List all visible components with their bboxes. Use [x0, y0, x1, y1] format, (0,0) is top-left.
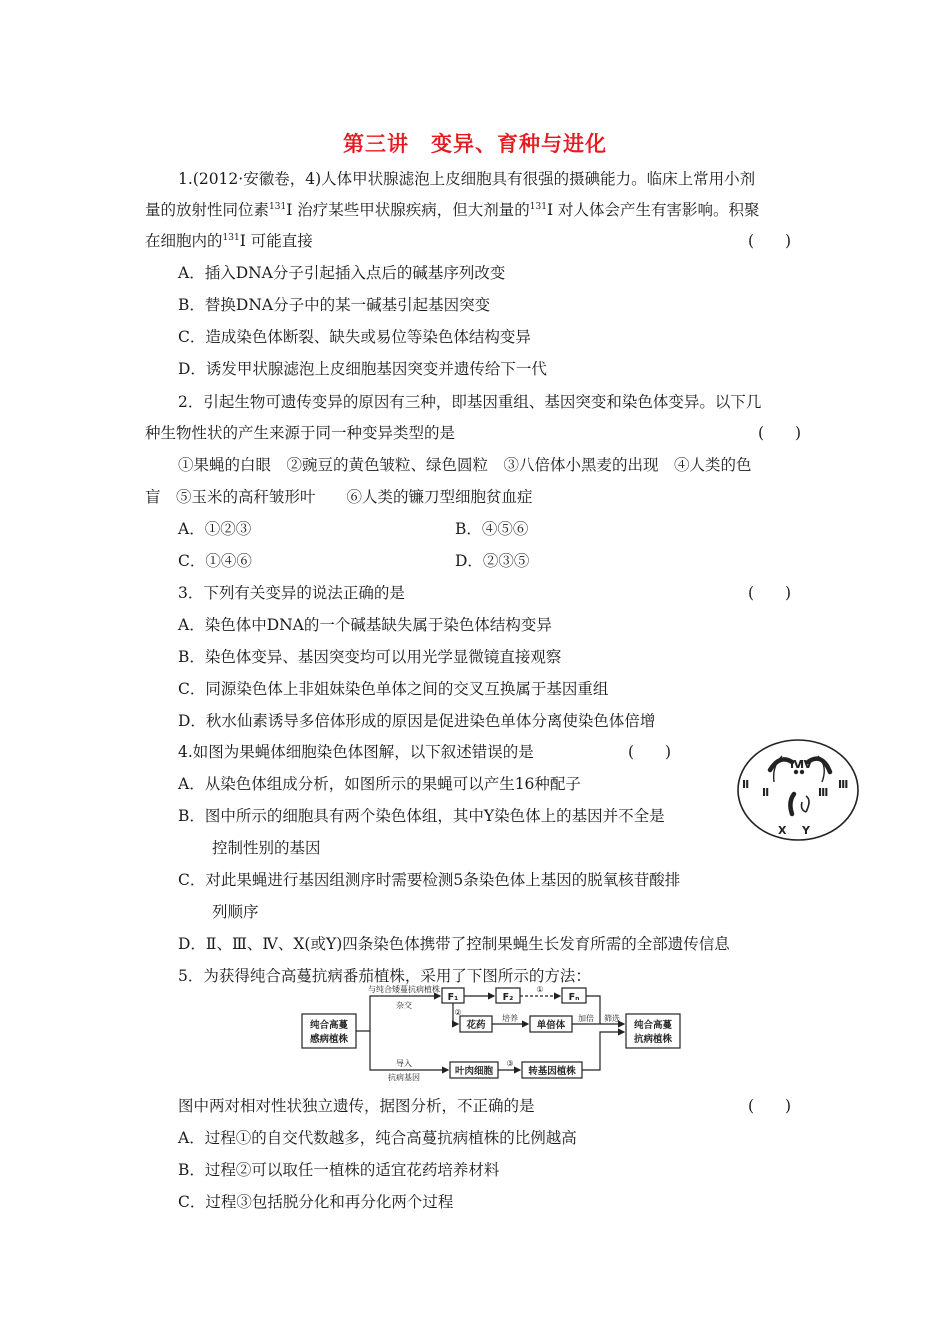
q2-option-b: B．④⑤⑥ — [455, 520, 529, 538]
step3-label: ③ — [506, 1059, 514, 1068]
q2-items-line1: ①果蝇的白眼 ②豌豆的黄色皱粒、绿色圆粒 ③八倍体小黑麦的出现 ④人类的色 — [178, 456, 752, 474]
q2-stem-line1: 2．引起生物可遗传变异的原因有三种，即基因重组、基因突变和染色体变异。以下几 — [178, 393, 762, 411]
f2-label: F₂ — [502, 992, 514, 1003]
q2-option-c: C．①④⑥ — [178, 552, 252, 570]
import-label-bottom: 抗病基因 — [388, 1073, 420, 1082]
q1-option-a: A．插入DNA分子引起插入点后的碱基序列改变 — [178, 264, 506, 282]
q1-option-d: D．诱发甲状腺滤泡上皮细胞基因突变并遗传给下一代 — [178, 360, 547, 378]
q1-stem-line1: 1.(2012·安徽卷，4)人体甲状腺滤泡上皮细胞具有很强的摄碘能力。临床上常用小剂 — [178, 170, 756, 188]
select-label: 筛选 — [604, 1014, 620, 1023]
end-label-2: 抗病植株 — [633, 1034, 673, 1045]
isotope-sup: 131 — [269, 202, 287, 212]
q3-option-d: D．秋水仙素诱导多倍体形成的原因是促进染色单体分离使染色体倍增 — [178, 712, 656, 730]
step1-label: ① — [536, 985, 544, 994]
q3-stem: 3．下列有关变异的说法正确的是 — [178, 584, 405, 602]
label-iv-right: Ⅳ — [800, 758, 813, 771]
step2-label: ② — [454, 1008, 462, 1017]
breeding-flow-diagram — [300, 982, 690, 1082]
q1-stem-line3: 在细胞内的$^{131}$I 可能直接 — [145, 232, 313, 250]
q3-option-a: A．染色体中DNA的一个碱基缺失属于染色体结构变异 — [178, 616, 552, 634]
q4-option-b-line1: B．图中所示的细胞具有两个染色体组，其中Y染色体上的基因并不全是 — [178, 807, 665, 825]
chromosome-y — [802, 796, 810, 812]
chromosome-figure — [736, 738, 860, 842]
chromosome-ii-left — [770, 759, 792, 770]
q4-option-b-line2: 控制性别的基因 — [212, 839, 321, 857]
transgenic-label: 转基因植株 — [528, 1066, 576, 1077]
q5-option-b: B．过程②可以取任一植株的适宜花药培养材料 — [178, 1161, 500, 1179]
label-x: X — [778, 824, 787, 837]
q1-stem-line2: 量的放射性同位素$^{131}$I 治疗某些甲状腺疾病，但大剂量的$^{131}$I 对人体会产生有害影响。积聚 — [145, 201, 760, 219]
q5-stem-line2: 图中两对相对性状独立遗传，据图分析，不正确的是 — [178, 1097, 535, 1115]
q5-option-a: A．过程①的自交代数越多，纯合高蔓抗病植株的比例越高 — [178, 1129, 577, 1147]
double-label: 加倍 — [578, 1014, 594, 1023]
label-iii-inner: Ⅲ — [818, 786, 829, 799]
q3-option-b: B．染色体变异、基因突变均可以用光学显微镜直接观察 — [178, 648, 562, 666]
q1-answer-blank: ( ) — [748, 232, 792, 250]
cross-label-bottom: 杂交 — [396, 1001, 412, 1010]
chromosome-x — [790, 794, 794, 814]
label-ii-inner: Ⅱ — [762, 786, 770, 799]
q3-option-c: C．同源染色体上非姐妹染色单体之间的交叉互换属于基因重组 — [178, 680, 609, 698]
q4-option-d: D．Ⅱ、Ⅲ、Ⅳ、X(或Y)四条染色体携带了控制果蝇生长发育所需的全部遗传信息 — [178, 935, 730, 953]
start-label-2: 感病植株 — [309, 1034, 349, 1045]
label-y: Y — [802, 824, 810, 837]
q5-answer-blank: ( ) — [748, 1097, 792, 1115]
q4-option-a: A．从染色体组成分析，如图所示的果蝇可以产生16种配子 — [178, 775, 581, 793]
q4-stem: 4.如图为果蝇体细胞染色体图解，以下叙述错误的是 — [178, 743, 534, 761]
end-label-1: 纯合高蔓 — [633, 1020, 673, 1031]
anther-label: 花药 — [466, 1020, 486, 1031]
q4-option-c-line2: 列顺序 — [212, 903, 259, 921]
cross-label-top: 与纯合矮蔓抗病植株 — [368, 985, 440, 994]
q1-option-c: C．造成染色体断裂、缺失或易位等染色体结构变异 — [178, 328, 531, 346]
q3-answer-blank: ( ) — [748, 584, 792, 602]
culture-label: 培养 — [502, 1014, 518, 1023]
haploid-label: 单倍体 — [536, 1020, 566, 1031]
q2-items-line2: 盲 ⑤玉米的高秆皱形叶 ⑥人类的镰刀型细胞贫血症 — [145, 488, 533, 506]
fn-label: Fₙ — [568, 992, 580, 1003]
f1-label: F₁ — [447, 992, 459, 1003]
import-label-top: 导入 — [396, 1059, 412, 1068]
q2-option-d: D．②③⑤ — [455, 552, 530, 570]
q2-stem-line2: 种生物性状的产生来源于同一种变异类型的是 — [145, 424, 456, 442]
label-iii-outer: Ⅲ — [838, 778, 849, 791]
q1-option-b: B．替换DNA分子中的某一碱基引起基因突变 — [178, 296, 491, 314]
label-ii-outer: Ⅱ — [742, 778, 750, 791]
leaf-label: 叶肉细胞 — [454, 1066, 494, 1077]
q4-answer-blank: ( ) — [628, 743, 672, 761]
q5-option-c: C．过程③包括脱分化和再分化两个过程 — [178, 1193, 454, 1211]
q5-stem: 5．为获得纯合高蔓抗病番茄植株，采用了下图所示的方法： — [178, 967, 591, 985]
start-label-1: 纯合高蔓 — [309, 1020, 349, 1031]
label-iv-left: Ⅳ — [790, 758, 803, 771]
q4-option-c-line1: C．对此果蝇进行基因组测序时需要检测5条染色体上基因的脱氧核苷酸排 — [178, 871, 681, 889]
q2-answer-blank: ( ) — [758, 424, 802, 442]
q2-option-a: A．①②③ — [178, 520, 252, 538]
page-title: 第三讲 变异、育种与进化 — [343, 131, 607, 156]
